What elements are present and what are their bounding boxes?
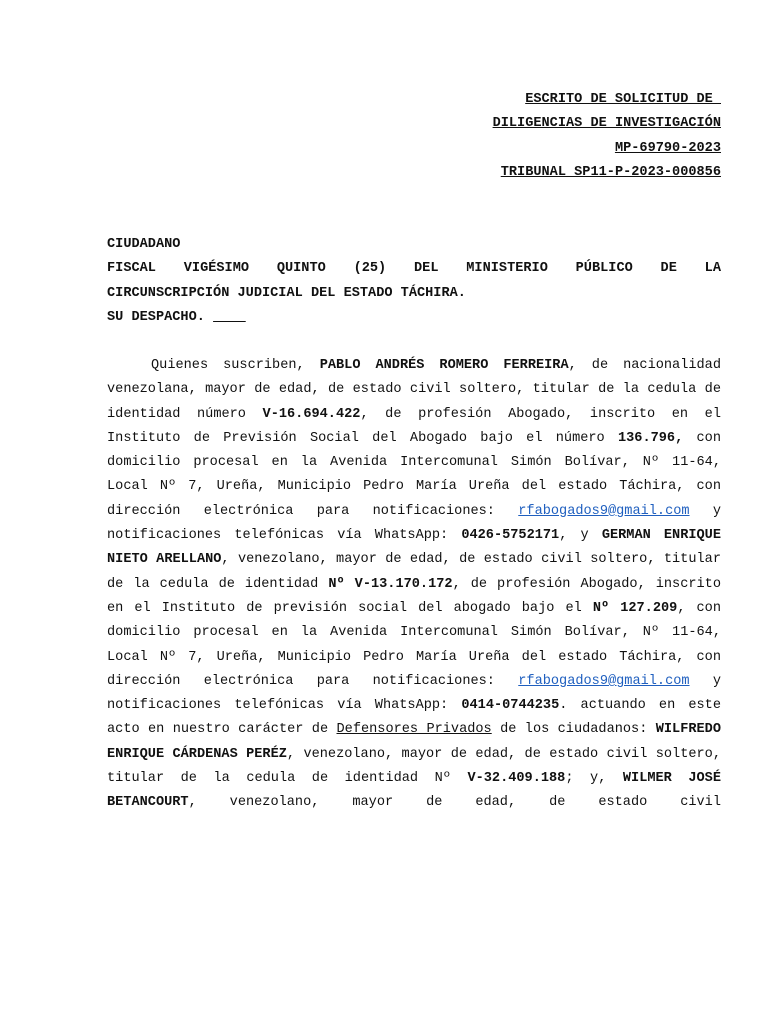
client-id-1: V-32.409.188 bbox=[467, 771, 566, 787]
attorney-ipsa-2: Nº 127.209 bbox=[592, 600, 678, 616]
recipient-despacho: SU DESPACHO. bbox=[107, 309, 205, 325]
body-text-14: ; y, bbox=[565, 771, 623, 787]
recipient-blank-line bbox=[213, 310, 246, 325]
recipient-block bbox=[107, 233, 721, 330]
document-header bbox=[493, 88, 721, 185]
recipient-office-line bbox=[107, 306, 721, 330]
attorney-ipsa-1: 136.796, bbox=[617, 430, 684, 446]
body-text-11: . actuando en este acto en nuestro carácter de bbox=[107, 698, 721, 738]
attorney-phone-2: 0414-0744235 bbox=[461, 698, 560, 714]
header-court-number: TRIBUNAL SP11-P-2023-000856 bbox=[500, 164, 721, 180]
body-text-12: de los ciudadanos: bbox=[491, 722, 656, 738]
body-text-10: y notificaciones telefónicas vía WhatsApp: bbox=[107, 673, 721, 714]
body-text-9: , con domicilio procesal en la Avenida Intercomunal Simón Bolívar, Nº 11-64, Local Nº 7, Ureña, Municipio Pedro María Ureña del estado Táchira, con dirección electrónica para notificaciones: bbox=[107, 600, 722, 689]
role-defensores-privados: Defensores Privados bbox=[336, 722, 492, 738]
body-paragraph bbox=[107, 354, 721, 816]
body-text-5: y notificaciones telefónicas vía WhatsApp: bbox=[107, 503, 721, 544]
header-title-line-1: ESCRITO DE SOLICITUD DE bbox=[525, 92, 721, 107]
body-text-1: Quienes suscriben, bbox=[151, 358, 320, 373]
email-link-2[interactable]: rfabogados9@gmail.com bbox=[518, 673, 690, 689]
recipient-office: FISCAL VIGÉSIMO QUINTO (25) DEL MINISTERIO PÚBLICO DE LA bbox=[107, 261, 721, 277]
email-link-1[interactable]: rfabogados9@gmail.com bbox=[518, 503, 690, 519]
client-name-2: WILMER JOSÉ BETANCOURT bbox=[107, 771, 721, 811]
body-text-7: , venezolano, mayor de edad, de estado civil soltero, titular de la cedula de identidad bbox=[107, 552, 721, 592]
body-text-6: , y bbox=[559, 528, 602, 544]
body-text-4: con domicilio procesal en la Avenida Intercomunal Simón Bolívar, Nº 11-64, Local Nº 7, Ureña, Municipio Pedro María Ureña del estado Táchira, con dirección electrónica para notificaciones: bbox=[107, 430, 721, 519]
body-text-8: , de profesión Abogado, inscrito en el Instituto de previsión social del abogado bajo el bbox=[107, 576, 721, 616]
recipient-jurisdiction: CIRCUNSCRIPCIÓN JUDICIAL DEL ESTADO TÁCHIRA. bbox=[107, 285, 466, 301]
body-text-3: , de profesión Abogado, inscrito en el Instituto de Previsión Social del Abogado bajo el número bbox=[107, 406, 721, 446]
client-name-1: WILFREDO ENRIQUE CÁRDENAS PERÉZ bbox=[107, 722, 721, 762]
header-case-number: MP-69790-2023 bbox=[614, 140, 721, 156]
attorney-phone-1: 0426-5752171 bbox=[461, 528, 560, 544]
attorney-name-1: PABLO ANDRÉS ROMERO FERREIRA bbox=[319, 358, 569, 373]
recipient-title: CIUDADANO bbox=[107, 237, 181, 252]
body-text-15: , venezolano, mayor de edad, de estado civil bbox=[188, 795, 721, 811]
body-text-13: , venezolano, mayor de edad, de estado civil soltero, titular de la cedula de identidad Nº bbox=[107, 746, 721, 787]
attorney-name-2: GERMAN ENRIQUE NIETO ARELLANO bbox=[107, 528, 721, 568]
attorney-id-1: V-16.694.422 bbox=[262, 406, 361, 422]
body-text-2: , de nacionalidad venezolana, mayor de edad, de estado civil soltero, titular de la cedula de identidad número bbox=[107, 358, 721, 422]
header-title-line-2: DILIGENCIAS DE INVESTIGACIÓN bbox=[492, 116, 721, 132]
attorney-id-2: Nº V-13.170.172 bbox=[328, 576, 453, 592]
